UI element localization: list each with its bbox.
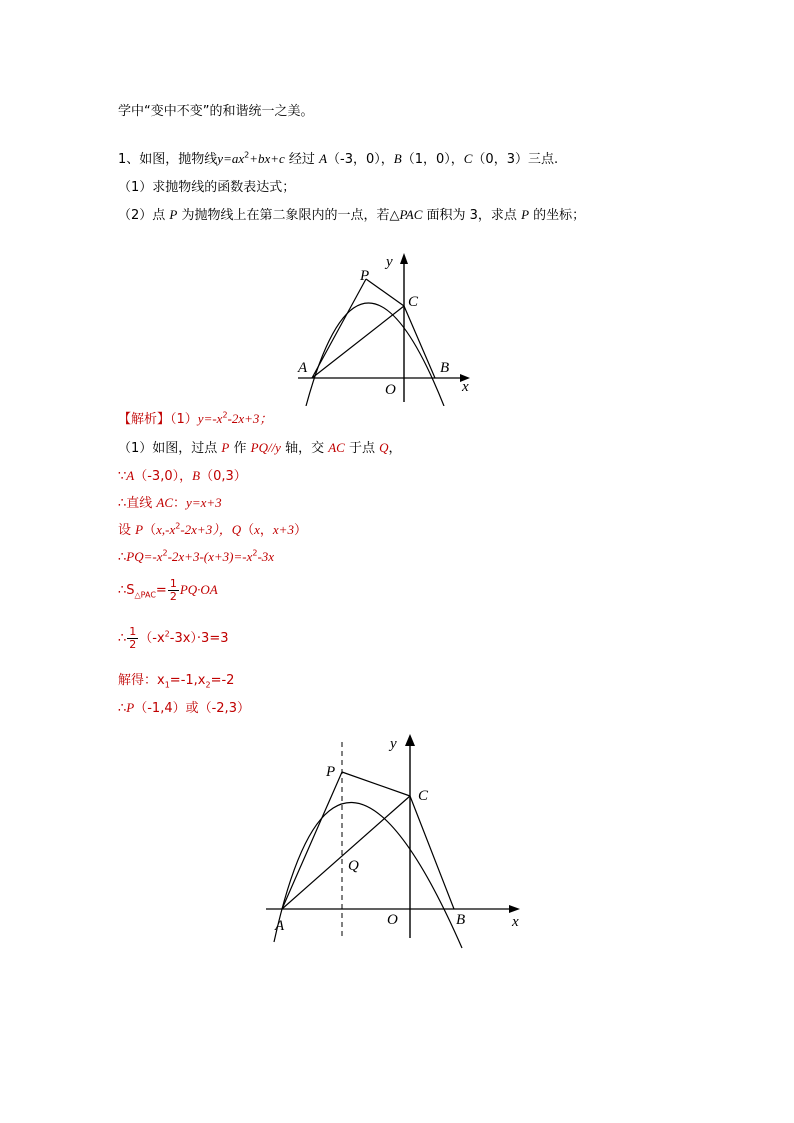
segment-pc <box>342 772 410 796</box>
label-a: A <box>275 918 285 934</box>
label-o: O <box>387 912 398 928</box>
solution-line-9: 解得：$x_1=-1,x_2=-2$ <box>118 673 235 690</box>
figure-2 <box>262 730 534 950</box>
solution-line-2: （1）如图，过点 P 作 PQ//y 轴，交 AC 于点 Q， <box>118 440 402 456</box>
solution-line-10: ∴P（-1,4）或（-2,3） <box>118 700 250 716</box>
solution-line-4: ∴直线 AC：y=x+3 <box>118 495 222 511</box>
label-c: C <box>408 294 419 310</box>
label-b: B <box>440 360 450 376</box>
solution-line-5: 设 $P(x,-x^2-2x+3)$，Q（x，x+3） <box>118 521 307 538</box>
label-p: P <box>326 764 336 780</box>
label-y: y <box>390 736 397 752</box>
solution-line-8: ∴ $\frac{1}{2}$ $(-x^2-3x)\cdot 3=3$ <box>118 625 229 651</box>
fraction-half: $\frac{1}{2}$ <box>129 625 137 651</box>
label-b: B <box>456 912 466 928</box>
label-x: x <box>462 379 469 395</box>
problem-part1: （1）求抛物线的函数表达式； <box>118 180 296 195</box>
intro-text: 学中“变中不变”的和谐统一之美。 <box>118 104 314 119</box>
problem-part2: （2）点 P 为抛物线上在第二象限内的一点，若△PAC 面积为 3，求点 P 的坐标； <box>118 207 586 223</box>
fraction-half: $\frac{1}{2}$ <box>169 577 177 603</box>
segment-pc <box>366 279 404 306</box>
problem-stem: 1、如图，抛物线$y=ax^2+bx+c$ 经过 A（-3，0），B（1，0），C（0，3）三点. <box>118 150 559 167</box>
label-y: y <box>386 254 393 270</box>
solution-line-1: 【解析】$(1)y=-x^2-2x+3$； <box>118 410 273 427</box>
label-c: C <box>418 788 429 804</box>
solution-line-7: $\therefore S_{\triangle PAC}=$ $\frac{1}{2}$ PQ·OA <box>118 577 218 603</box>
label-p: P <box>360 268 370 284</box>
label-q: Q <box>348 858 359 874</box>
segment-cb <box>404 306 435 378</box>
y-axis-arrow <box>405 734 415 746</box>
solution-line-3: ∵A（-3,0），B（0,3） <box>118 468 247 484</box>
y-axis-arrow <box>400 253 408 264</box>
segment-pa <box>312 279 366 378</box>
solution-line-6: $\therefore PQ=-x^2-2x+3-(x+3)=-x^2-3x$ <box>118 548 275 565</box>
label-x: x <box>512 914 519 930</box>
segment-ac <box>312 306 404 378</box>
parabola <box>274 802 462 948</box>
figure-1 <box>290 248 480 406</box>
segment-pa <box>282 772 342 909</box>
parabola <box>306 303 444 406</box>
segment-cb <box>410 796 454 909</box>
label-a: A <box>298 360 308 376</box>
x-axis-arrow <box>509 905 520 913</box>
label-o: O <box>385 382 396 398</box>
